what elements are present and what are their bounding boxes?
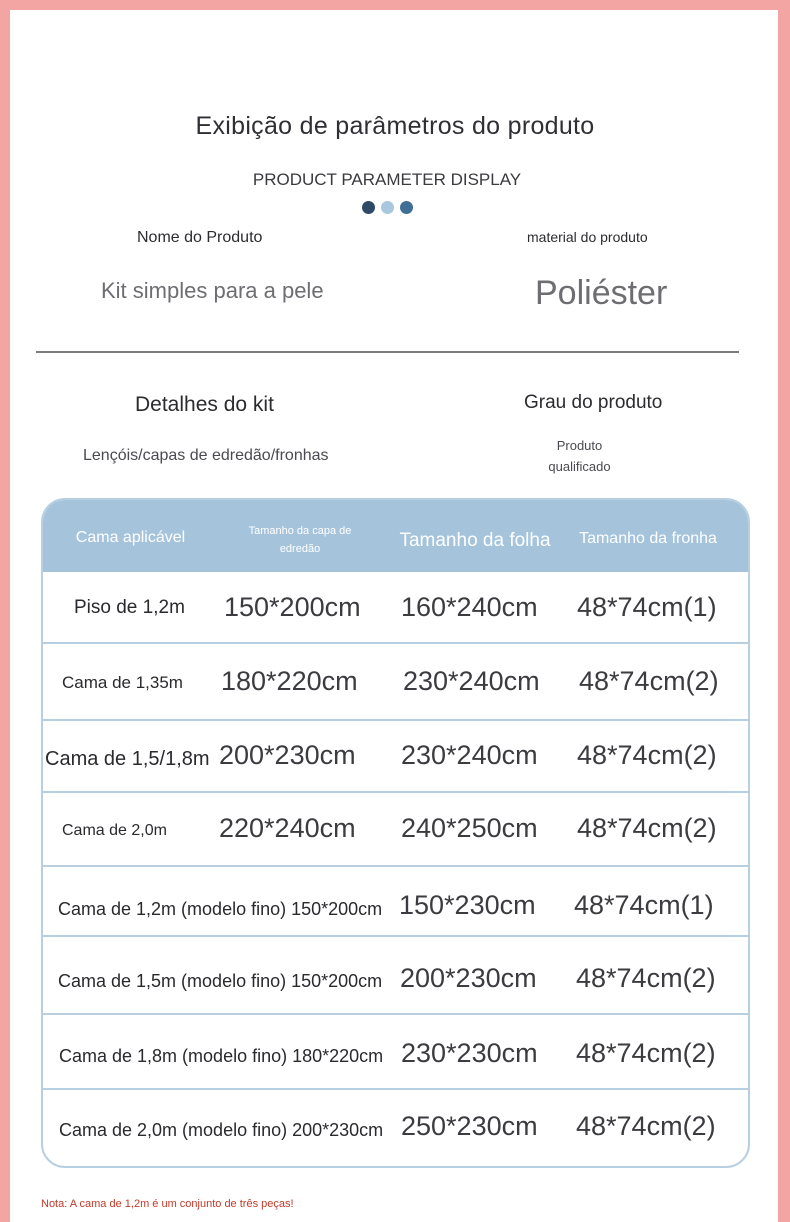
row-6-sheet: 200*230cm	[400, 963, 537, 993]
row-4-bed: Cama de 2,0m	[62, 822, 167, 839]
grade-label: Grau do produto	[524, 392, 663, 413]
table-header	[43, 500, 748, 572]
row-2-pillow: 48*74cm(2)	[579, 666, 719, 696]
row-2-bed: Cama de 1,35m	[62, 673, 183, 692]
row-8-sheet: 250*230cm	[401, 1111, 538, 1141]
row-divider	[43, 1013, 748, 1015]
row-5-pillow: 48*74cm(1)	[574, 890, 714, 920]
row-8-bed: Cama de 2,0m (modelo fino) 200*230cm	[59, 1120, 384, 1140]
row-5-bed: Cama de 1,2m (modelo fino) 150*200cm	[58, 899, 383, 919]
page-subtitle: PRODUCT PARAMETER DISPLAY	[252, 170, 522, 189]
grade-value-line2: qualificado	[548, 459, 611, 474]
row-divider	[43, 719, 748, 721]
row-7-pillow: 48*74cm(2)	[576, 1038, 716, 1068]
row-7-sheet: 230*230cm	[401, 1038, 538, 1068]
row-1-sheet: 160*240cm	[401, 592, 538, 622]
header-sheet: Tamanho da folha	[399, 530, 551, 551]
header-pillow: Tamanho da fronha	[579, 530, 717, 547]
size-table	[41, 498, 750, 1168]
header-bed: Cama aplicável	[75, 529, 186, 546]
section-divider	[36, 351, 739, 353]
grade-value-line1: Produto	[556, 438, 603, 453]
row-1-duvet: 150*200cm	[224, 592, 361, 622]
kit-details-value: Lençóis/capas de edredão/fronhas	[83, 447, 329, 464]
row-3-sheet: 230*240cm	[401, 740, 538, 770]
row-4-duvet: 220*240cm	[219, 813, 356, 843]
row-3-pillow: 48*74cm(2)	[577, 740, 717, 770]
page-title: Exibição de parâmetros do produto	[195, 112, 595, 140]
row-3-duvet: 200*230cm	[219, 740, 356, 770]
product-name-label: Nome do Produto	[137, 229, 263, 246]
row-4-sheet: 240*250cm	[401, 813, 538, 843]
row-2-sheet: 230*240cm	[403, 666, 540, 696]
row-6-pillow: 48*74cm(2)	[576, 963, 716, 993]
row-8-pillow: 48*74cm(2)	[576, 1111, 716, 1141]
row-6-bed: Cama de 1,5m (modelo fino) 150*200cm	[58, 971, 383, 991]
row-divider	[43, 935, 748, 937]
row-divider	[43, 791, 748, 793]
row-3-bed: Cama de 1,5/1,8m	[45, 748, 210, 770]
row-4-pillow: 48*74cm(2)	[577, 813, 717, 843]
row-divider	[43, 865, 748, 867]
grade-value	[527, 435, 632, 477]
header-duvet: Tamanho da capa de edredão	[248, 525, 352, 555]
row-1-bed: Piso de 1,2m	[74, 597, 185, 618]
row-5-sheet: 150*230cm	[399, 890, 536, 920]
row-divider	[43, 642, 748, 644]
row-1-pillow: 48*74cm(1)	[577, 592, 717, 622]
dot-dark-icon	[362, 201, 375, 214]
row-divider	[43, 1088, 748, 1090]
product-name-value: Kit simples para a pele	[101, 278, 324, 303]
material-value: Poliéster	[535, 274, 668, 312]
row-7-bed: Cama de 1,8m (modelo fino) 180*220cm	[59, 1046, 384, 1066]
dot-light-icon	[381, 201, 394, 214]
row-2-duvet: 180*220cm	[221, 666, 358, 696]
decorative-dots	[362, 201, 413, 214]
dot-mid-icon	[400, 201, 413, 214]
material-label: material do produto	[527, 229, 648, 245]
footnote: Nota: A cama de 1,2m é um conjunto de três peças!	[41, 1198, 294, 1210]
kit-details-label: Detalhes do kit	[135, 393, 274, 416]
